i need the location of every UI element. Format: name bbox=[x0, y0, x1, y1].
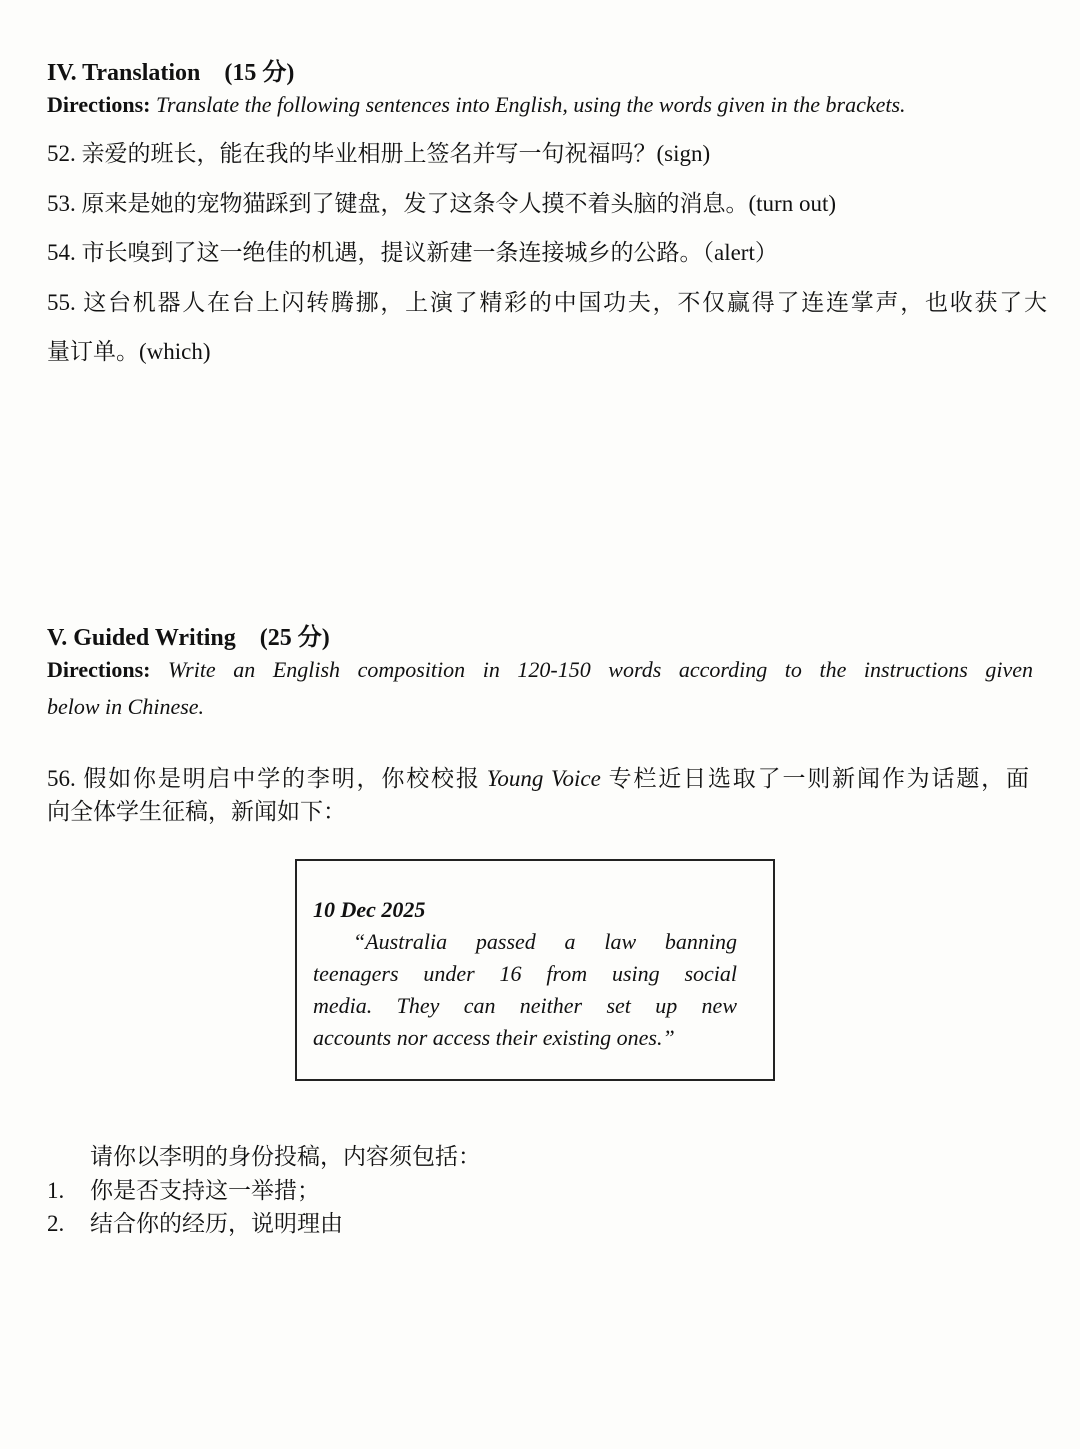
newspaper-name: Young Voice bbox=[486, 766, 601, 791]
writing-directions-line2: below in Chinese. bbox=[47, 694, 205, 719]
requirement-text: 你是否支持这一举措； bbox=[90, 1178, 320, 1203]
question-text: 这台机器人在台上闪转腾挪，上演了精彩的中国功夫，不仅赢得了连连掌声，也收获了大 bbox=[83, 290, 1048, 315]
question-number: 54. bbox=[47, 240, 76, 265]
writing-score: (25 分) bbox=[259, 625, 330, 651]
question-number: 53. bbox=[47, 191, 76, 216]
writing-heading bbox=[47, 617, 330, 652]
question-text: 市长嗅到了这一绝佳的机遇，提议新建一条连接城乡的公路。（alert） bbox=[81, 240, 778, 265]
translation-score: (15 分) bbox=[224, 60, 295, 86]
question-56-line2: 向全体学生征稿，新闻如下： bbox=[47, 799, 346, 824]
requirement-1 bbox=[47, 1172, 320, 1205]
writing-directions-line1 bbox=[47, 651, 1033, 688]
writing-title: V. Guided Writing bbox=[47, 625, 236, 651]
requirement-number: 2. bbox=[47, 1211, 65, 1236]
news-line: “Australia passed a law banning bbox=[353, 929, 737, 954]
directions-label: Directions: bbox=[47, 657, 151, 682]
news-line: accounts nor access their existing ones.” bbox=[313, 1025, 675, 1050]
requirement-text: 结合你的经历，说明理由 bbox=[90, 1211, 343, 1236]
translation-directions bbox=[47, 86, 906, 123]
question-number: 52. bbox=[47, 141, 76, 166]
news-box bbox=[295, 859, 775, 1081]
question-text: 原来是她的宠物猫踩到了键盘，发了这条令人摸不着头脑的消息。(turn out) bbox=[81, 191, 837, 216]
translation-title: IV. Translation bbox=[47, 60, 201, 86]
question-number: 56. bbox=[47, 766, 76, 791]
directions-text: Translate the following sentences into English, using the words given in the brackets. bbox=[155, 92, 906, 117]
question-53 bbox=[47, 185, 836, 218]
requirement-2 bbox=[47, 1205, 343, 1238]
question-56-line1: 56. 假如你是明启中学的李明，你校校报 Young Voice 专栏近日选取了一则新闻作为话题，面 bbox=[47, 766, 1030, 791]
directions-label: Directions: bbox=[47, 92, 151, 117]
news-line: media. They can neither set up new bbox=[313, 993, 737, 1018]
news-line: teenagers under 16 from using social bbox=[313, 961, 737, 986]
question-55-line2: 量订单。(which) bbox=[47, 339, 211, 364]
translation-heading bbox=[47, 52, 294, 87]
directions-text: Write an English composition in 120-150 words according to the instructions given bbox=[168, 657, 1033, 682]
news-date: 10 Dec 2025 bbox=[313, 897, 426, 922]
writing-instruction: 请你以李明的身份投稿，内容须包括： bbox=[90, 1144, 481, 1169]
writing-directions bbox=[47, 651, 1033, 725]
question-text: 亲爱的班长，能在我的毕业相册上签名并写一句祝福吗？(sign) bbox=[81, 141, 711, 166]
question-52 bbox=[47, 135, 710, 168]
question-55 bbox=[47, 284, 1047, 317]
question-55-line1 bbox=[47, 284, 1047, 317]
requirement-number: 1. bbox=[47, 1178, 65, 1203]
question-number: 55. bbox=[47, 290, 76, 315]
question-54 bbox=[47, 234, 778, 267]
